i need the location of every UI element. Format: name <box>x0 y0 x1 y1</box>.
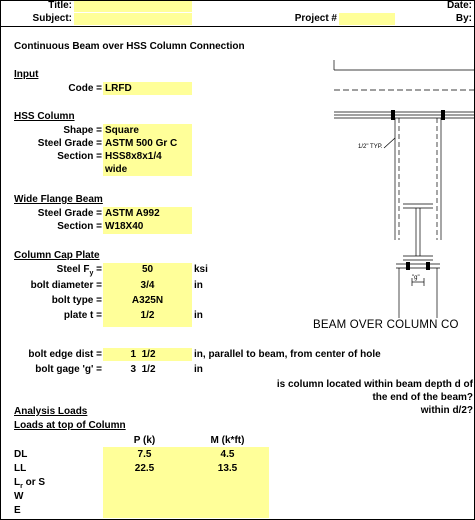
plate-t-unit: in <box>194 310 203 321</box>
bolt-dia-unit: in <box>194 280 203 291</box>
bolt-type-label: bolt type = <box>51 295 102 306</box>
gage-label: bolt gage 'g' = <box>35 364 102 375</box>
load-col-m: M (k*ft) <box>210 435 245 446</box>
input-heading: Input <box>14 69 39 80</box>
fy-label: Steel $F_y$ = <box>56 264 102 277</box>
edge-note: in, parallel to beam, from center of hole <box>194 349 381 360</box>
drawing-caption: BEAM OVER COLUMN CO <box>313 319 459 331</box>
typ-leader <box>384 138 395 148</box>
code-label: Code = <box>68 83 102 94</box>
load-row-dl-m: 4.5 <box>220 449 235 460</box>
bolt-dia-value: 3/4 <box>140 280 155 291</box>
edge-label: bolt edge dist = <box>28 349 102 360</box>
code-value: LRFD <box>105 83 132 94</box>
bolt-type-value: A325N <box>131 295 164 306</box>
load-row-ll-p: 22.5 <box>134 463 155 474</box>
bolt-left <box>391 110 395 120</box>
fy-value: 50 <box>141 264 154 275</box>
gage-unit: in <box>194 364 203 375</box>
load-row-w-label: W <box>14 491 24 502</box>
question-line-2: the end of the beam? <box>372 392 473 403</box>
main-title: Continuous Beam over HSS Column Connection <box>14 41 245 52</box>
shape-label: Shape = <box>63 125 102 136</box>
wf-grade-label: Steel Grade = <box>37 208 102 219</box>
load-row-ll-label: LL <box>14 463 27 474</box>
cap-heading: Column Cap Plate <box>14 250 100 261</box>
subject-label: Subject: <box>32 13 72 24</box>
wf-grade-value: ASTM A992 <box>105 208 160 219</box>
hss-heading: HSS Column <box>14 111 75 122</box>
load-row-dl-label: DL <box>14 449 28 460</box>
loads-subheading: Loads at top of Column <box>14 420 126 431</box>
hss-grade-value: ASTM 500 Gr C <box>105 138 178 149</box>
plate-t-value: 1/2 <box>140 310 155 321</box>
edge-value: 1 1/2 <box>130 349 156 360</box>
gage-callout: "g" <box>412 275 420 281</box>
project-label: Project # <box>294 13 337 24</box>
shape-value: Square <box>105 125 139 136</box>
date-label: Date: <box>446 0 472 11</box>
loads-heading: Analysis Loads <box>14 406 88 417</box>
load-row-lr-label: $L_r$ or S <box>14 477 46 490</box>
section-bolt-right <box>426 262 430 270</box>
question-line-3: within d/2? <box>420 405 473 416</box>
section-bolt-left <box>406 262 410 270</box>
wf-section-value: W18X40 <box>105 221 144 232</box>
by-label: By: <box>455 13 472 24</box>
hss-section-extra: wide <box>105 164 128 175</box>
fy-unit: ksi <box>194 264 208 275</box>
load-row-e-label: E <box>14 505 21 516</box>
load-col-p: P (k) <box>133 435 156 446</box>
hss-section-label: Section = <box>57 151 102 162</box>
bolt-right <box>441 110 445 120</box>
load-row-dl-p: 7.5 <box>137 449 152 460</box>
bolt-dia-label: bolt diameter = <box>30 280 102 291</box>
load-row-ll-m: 13.5 <box>217 463 238 474</box>
hss-grade-label: Steel Grade = <box>37 138 102 149</box>
typ-note: 1/2" TYP. <box>358 144 383 150</box>
title-label: Title: <box>48 0 72 11</box>
hss-section-value: HSS8x8x1/4 <box>105 151 162 162</box>
wf-heading: Wide Flange Beam <box>14 194 103 205</box>
gage-value: 3 1/2 <box>130 364 156 375</box>
plate-t-label: plate t = <box>63 310 102 321</box>
question-line-1: is column located within beam depth d of <box>276 379 473 390</box>
wf-section-label: Section = <box>57 221 102 232</box>
